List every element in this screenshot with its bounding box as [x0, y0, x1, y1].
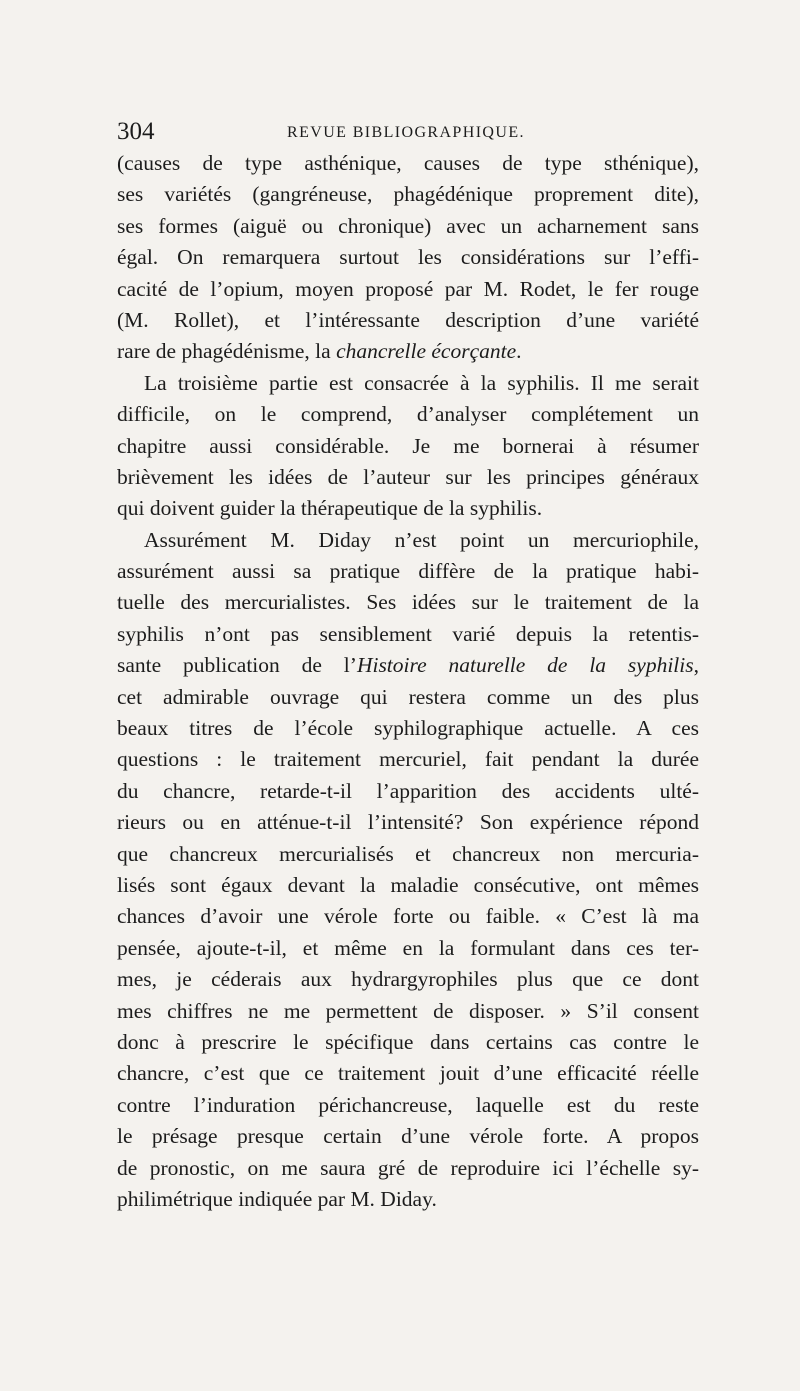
- text-line: (M. Rollet), et l’intéressante description d’une variété: [117, 307, 699, 332]
- running-title: REVUE BIBLIOGRAPHIQUE.: [287, 124, 525, 141]
- text-line: ses formes (aiguë ou chronique) avec un acharnement sans: [117, 213, 699, 238]
- text-line: pensée, ajoute-t-il, et même en la formulant dans ces ter-: [117, 935, 699, 960]
- text-line: mes chiffres ne me permettent de disposer. » S’il consent: [117, 998, 699, 1023]
- text-line: lisés sont égaux devant la maladie consécutive, ont mêmes: [117, 872, 699, 897]
- text-line: (causes de type asthénique, causes de type sthénique),: [117, 151, 699, 175]
- text-line: rieurs ou en atténue-t-il l’intensité? Son expérience répond: [117, 810, 699, 835]
- text-line: philimétrique indiquée par M. Diday.: [117, 1186, 437, 1211]
- italic-title: chancrelle écorçante: [336, 339, 517, 364]
- text-line: beaux titres de l’école syphilographique actuelle. A ces: [117, 716, 699, 741]
- body-text: [117, 148, 699, 1215]
- text-line: égal. On remarquera surtout les considérations sur l’effi-: [117, 245, 699, 270]
- text-line: ses variétés (gangréneuse, phagédénique proprement dite),: [117, 182, 699, 207]
- text-line: de pronostic, on me saura gré de reproduire ici l’échelle sy-: [117, 1155, 699, 1180]
- text-line: chancre, c’est que ce traitement jouit d’une efficacité réelle: [117, 1061, 699, 1086]
- text-line: assurément aussi sa pratique diffère de la pratique habi-: [117, 559, 699, 584]
- text-line: chapitre aussi considérable. Je me bornerai à résumer: [117, 433, 699, 458]
- italic-title: Histoire naturelle de la syphilis: [356, 653, 694, 678]
- page-number: 304: [117, 118, 155, 145]
- text-line: Assurément M. Diday n’est point un mercuriophile,: [144, 527, 699, 552]
- text-line: questions : le traitement mercuriel, fait pendant la durée: [117, 747, 699, 772]
- text-line: contre l’induration périchancreuse, laquelle est du reste: [117, 1092, 699, 1117]
- text-line: cacité de l’opium, moyen proposé par M. Rodet, le fer rouge: [117, 276, 699, 301]
- text-line: La troisième partie est consacrée à la syphilis. Il me serait: [144, 370, 699, 395]
- text-line: brièvement les idées de l’auteur sur les principes généraux: [117, 464, 699, 489]
- text-run: rare de phagédénisme, la: [117, 339, 337, 364]
- text-run: sante publication de l’: [117, 653, 357, 678]
- text-line: qui doivent guider la thérapeutique de la syphilis.: [117, 496, 543, 521]
- text-line: que chancreux mercurialisés et chancreux non mercuria-: [117, 841, 699, 866]
- text-run: .: [516, 339, 522, 364]
- text-line: tuelle des mercurialistes. Ses idées sur le traitement de la: [117, 590, 699, 615]
- text-line: [117, 650, 699, 681]
- text-line: le présage presque certain d’une vérole forte. A propos: [117, 1124, 699, 1149]
- text-line: chances d’avoir une vérole forte ou faible. « C’est là ma: [117, 904, 699, 929]
- page-header: [117, 118, 699, 146]
- text-line: difficile, on le comprend, d’analyser complétement un: [117, 402, 699, 427]
- text-run: ,: [693, 653, 699, 678]
- text-line: du chancre, retarde-t-il l’apparition des accidents ulté-: [117, 778, 699, 803]
- text-line: [117, 336, 699, 367]
- text-line: mes, je céderais aux hydrargyrophiles plus que ce dont: [117, 967, 699, 992]
- text-line: cet admirable ouvrage qui restera comme un des plus: [117, 684, 699, 709]
- text-line: donc à prescrire le spécifique dans certains cas contre le: [117, 1029, 699, 1054]
- text-line: syphilis n’ont pas sensiblement varié depuis la retentis-: [117, 621, 699, 646]
